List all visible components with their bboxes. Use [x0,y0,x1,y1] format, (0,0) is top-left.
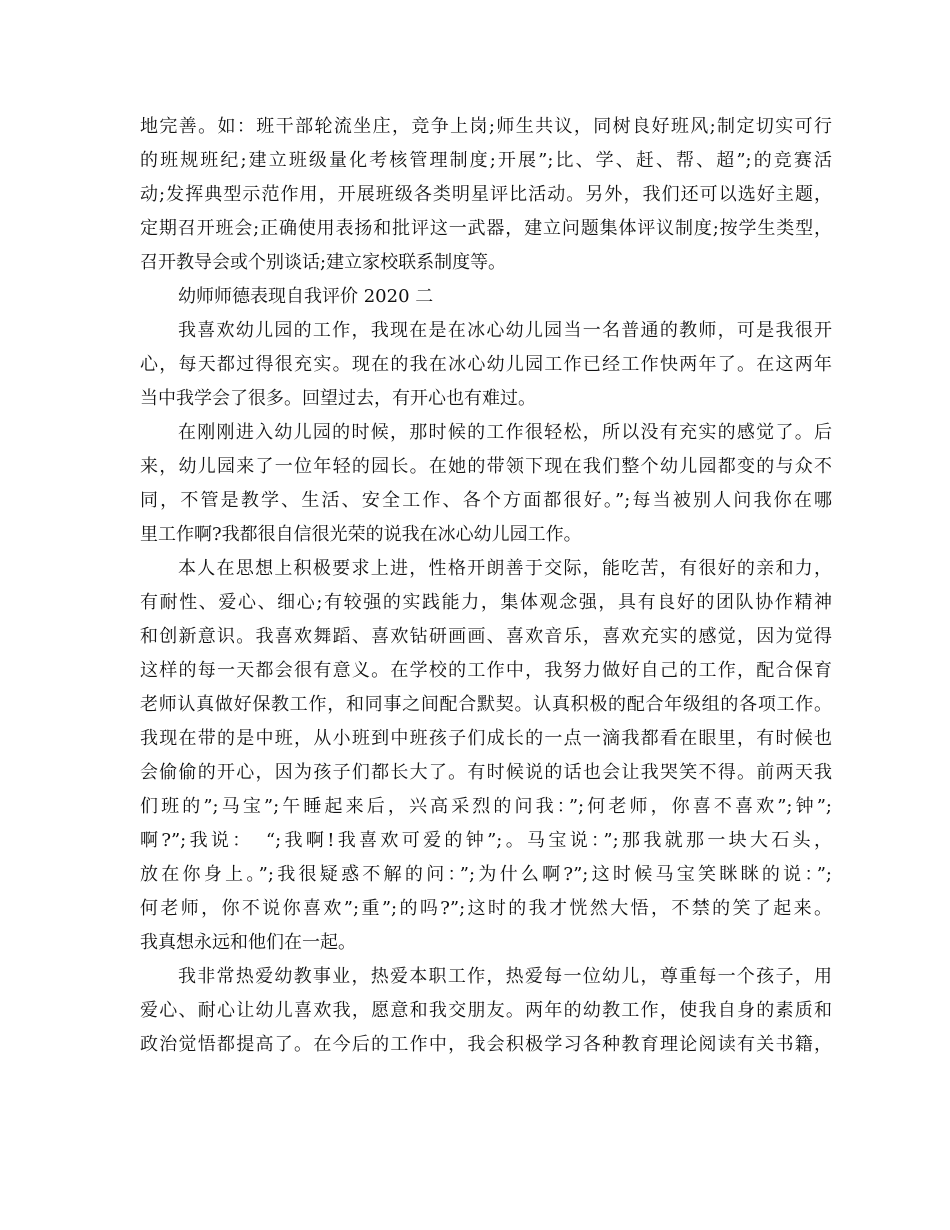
text-line: 政治觉悟都提高了。在今后的工作中，我会积极学习各种教育理论阅读有关书籍， [140,1034,832,1055]
text-line: 的班规班纪;建立班级量化考核管理制度;开展”;比、学、赶、帮、超”;的竞赛活 [140,150,832,171]
text-line: 和创新意识。我喜欢舞蹈、喜欢钻研画画、喜欢音乐，喜欢充实的感觉，因为觉得 [140,626,832,647]
text-line: 我非常热爱幼教事业，热爱本职工作，热爱每一位幼儿，尊重每一个孩子，用 [178,966,832,987]
paragraph-4 [140,960,832,1062]
text-line: 啊?”;我说： “;我啊!我喜欢可爱的钟”;。马宝说：”;那我就那一块大石头， [140,830,832,851]
section-heading-text: 幼师师德表现自我评价 2020 二 [178,286,434,307]
text-line: 本人在思想上积极要求上进，性格开朗善于交际，能吃苦，有很好的亲和力， [178,558,832,579]
text-line: 当中我学会了很多。回望过去，有开心也有难过。 [140,388,536,409]
text-line: 来，幼儿园来了一位年轻的园长。在她的带领下现在我们整个幼儿园都变的与众不 [140,456,832,477]
text-line: 爱心、耐心让幼儿喜欢我，愿意和我交朋友。两年的幼教工作，使我自身的素质和 [140,1000,832,1021]
text-line: 同，不管是教学、生活、安全工作、各个方面都很好。”;每当被别人问我你在哪 [140,490,832,511]
text-line: 我真想永远和他们在一起。 [140,932,356,953]
text-line: 们班的”;马宝”;午睡起来后，兴高采烈的问我：”;何老师，你喜不喜欢”;钟”; [140,796,832,817]
text-line: 有耐性、爱心、细心;有较强的实践能力，集体观念强，具有良好的团队协作精神 [140,592,832,613]
paragraph-2 [140,416,832,552]
text-line: 老师认真做好保教工作，和同事之间配合默契。认真积极的配合年级组的各项工作。 [140,694,832,715]
text-line: 何老师，你不说你喜欢”;重”;的吗?”;这时的我才恍然大悟，不禁的笑了起来。 [140,898,832,919]
text-line: 心，每天都过得很充实。现在的我在冰心幼儿园工作已经工作快两年了。在这两年 [140,354,832,375]
text-line: 放在你身上。”;我很疑惑不解的问：”;为什么啊?”;这时候马宝笑眯眯的说：”; [140,864,832,885]
document-body [140,110,832,1062]
text-line: 我现在带的是中班，从小班到中班孩子们成长的一点一滴我都看在眼里，有时候也 [140,728,832,749]
text-line: 这样的每一天都会很有意义。在学校的工作中，我努力做好自己的工作，配合保育 [140,660,832,681]
text-line: 里工作啊?我都很自信很光荣的说我在冰心幼儿园工作。 [140,524,582,545]
section-heading [140,280,832,314]
text-line: 地完善。如：班干部轮流坐庄，竞争上岗;师生共议，同树良好班风;制定切实可行 [140,116,832,137]
text-line: 我喜欢幼儿园的工作，我现在是在冰心幼儿园当一名普通的教师，可是我很开 [178,320,832,341]
paragraph-1 [140,314,832,416]
paragraph-3 [140,552,832,960]
text-line: 召开教导会或个别谈话;建立家校联系制度等。 [140,252,507,273]
text-line: 定期召开班会;正确使用表扬和批评这一武器，建立问题集体评议制度;按学生类型， [140,218,832,239]
text-line: 动;发挥典型示范作用，开展班级各类明星评比活动。另外，我们还可以选好主题， [140,184,832,205]
paragraph-0 [140,110,832,280]
text-line: 在刚刚进入幼儿园的时候，那时候的工作很轻松，所以没有充实的感觉了。后 [178,422,832,443]
text-line: 会偷偷的开心，因为孩子们都长大了。有时候说的话也会让我哭笑不得。前两天我 [140,762,832,783]
